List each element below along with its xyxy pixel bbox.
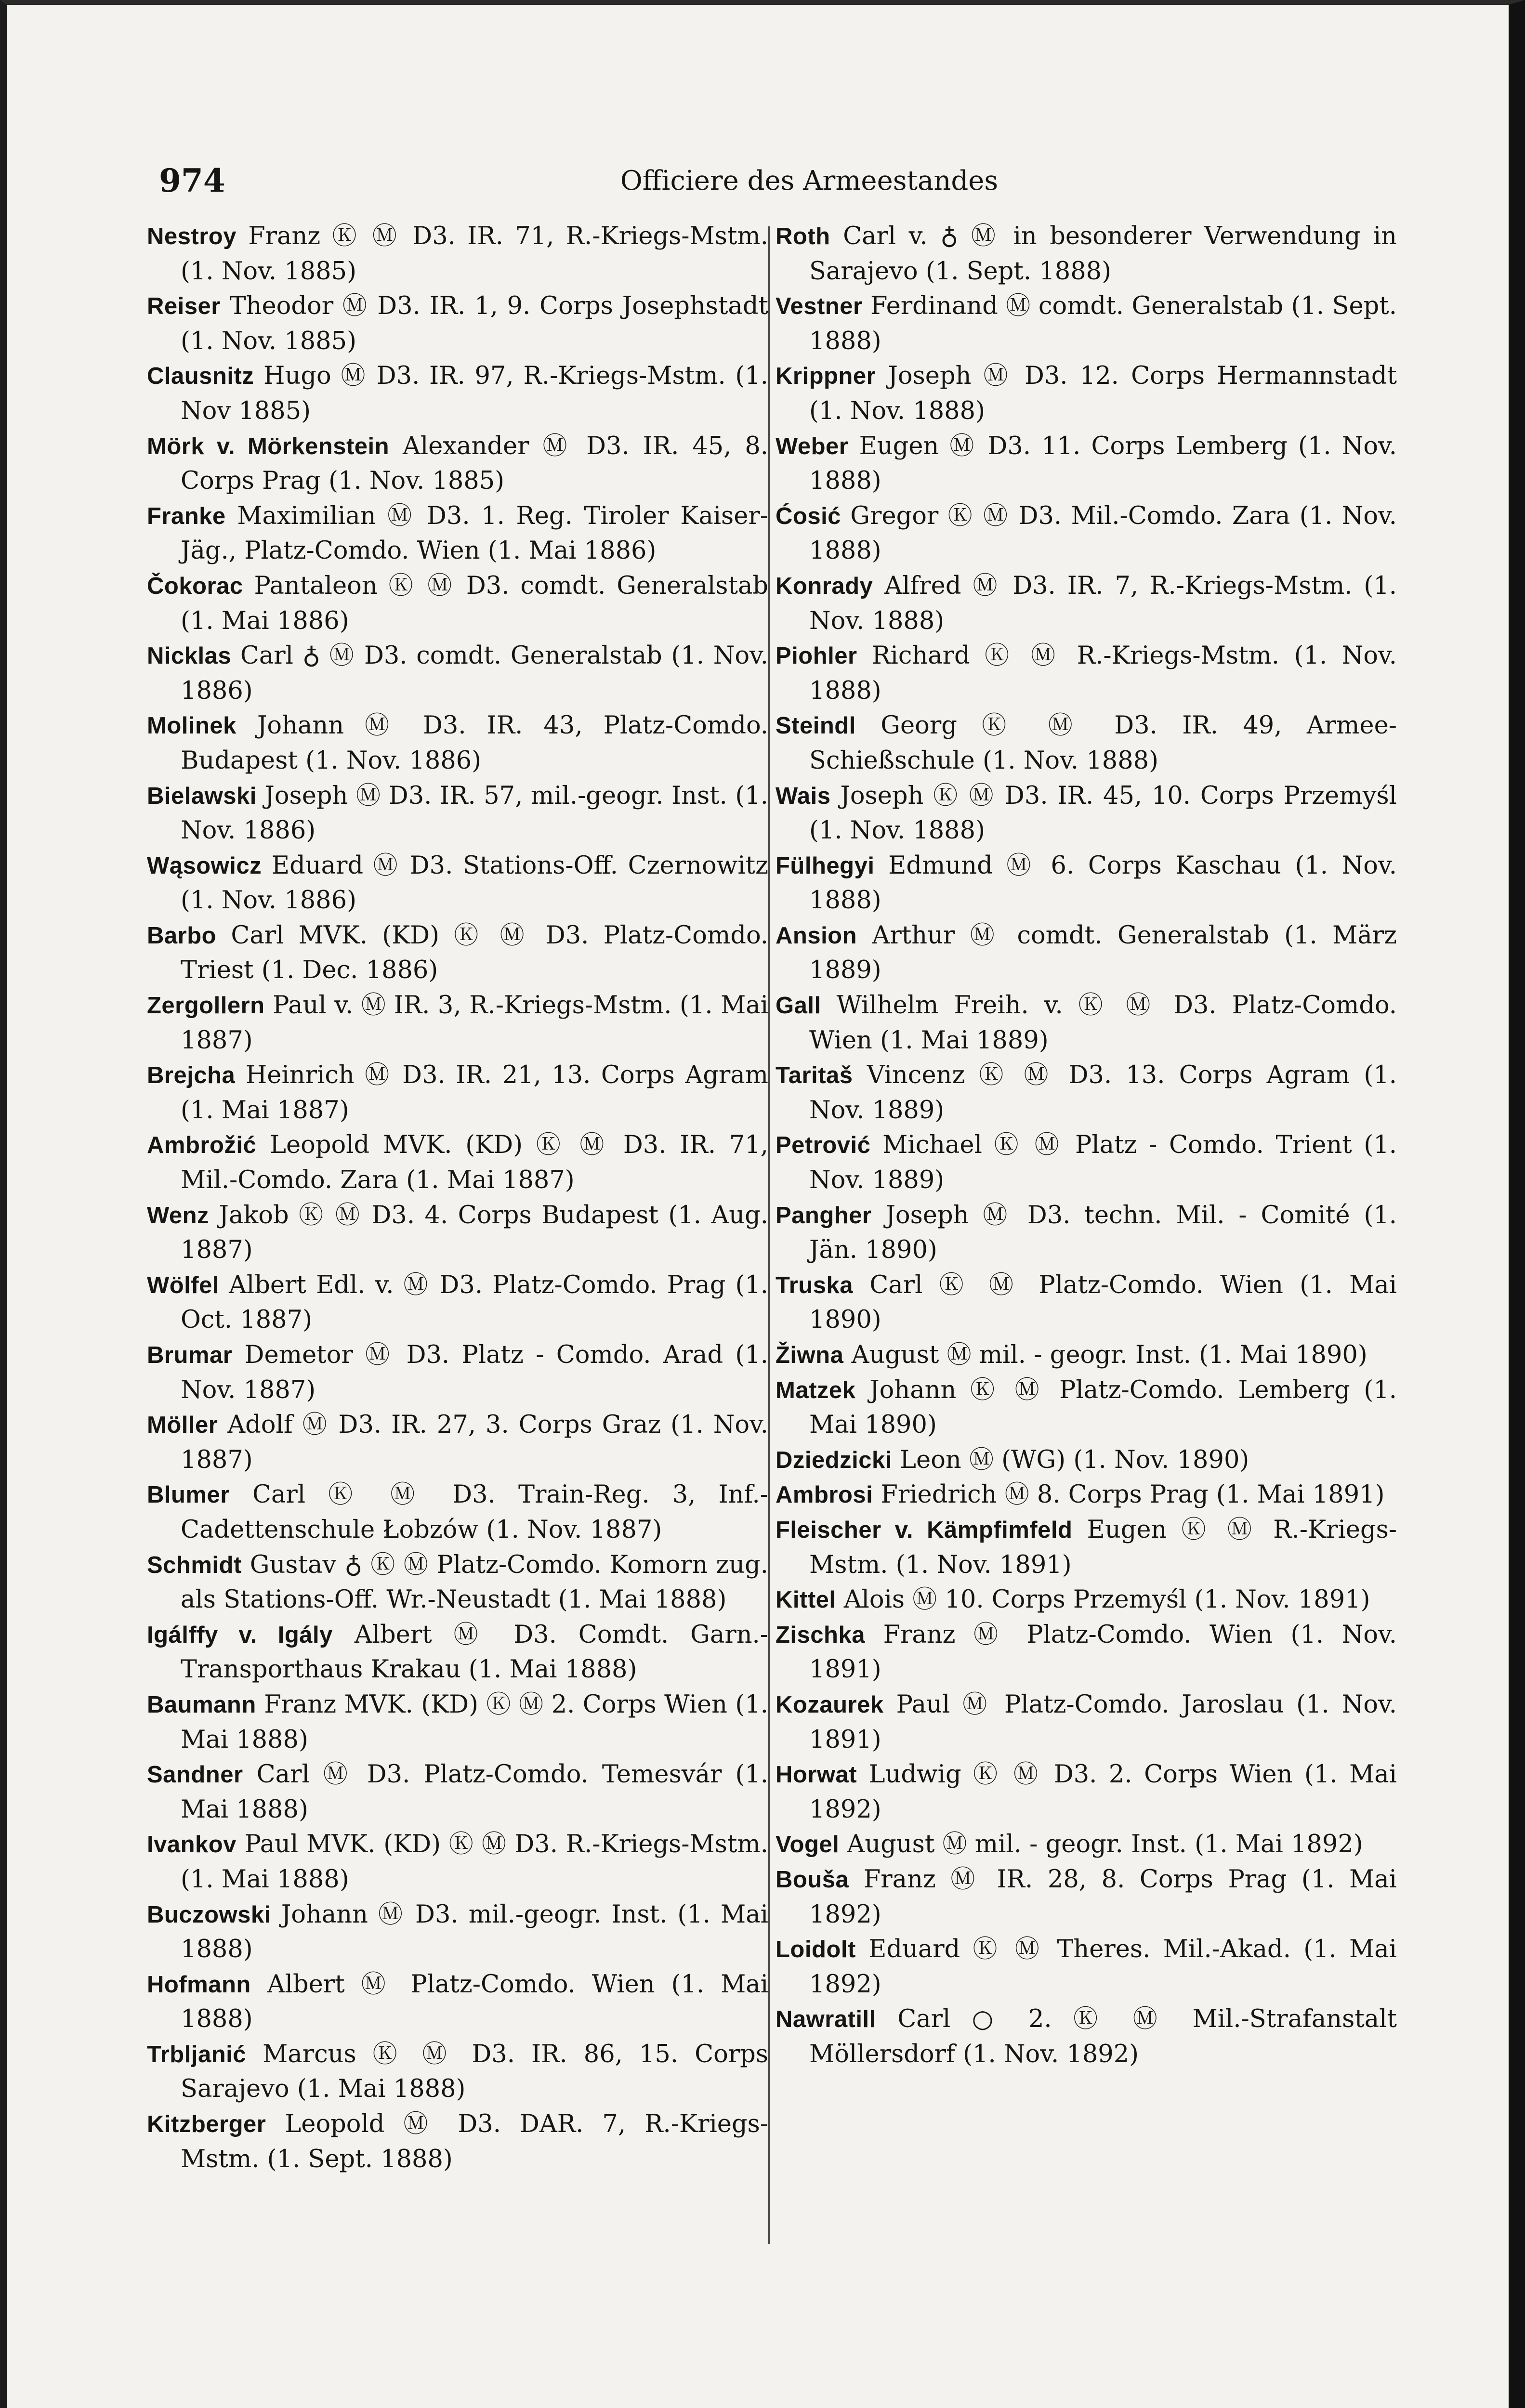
entry-details: Albert Ⓜ Platz-Comdo. Wien (1. Mai 1888) (181, 1970, 769, 2034)
register-entry (776, 1862, 1397, 1932)
register-entry (776, 499, 1397, 569)
entry-details: Arthur Ⓜ comdt. Generalstab (1. März 1889) (809, 921, 1397, 985)
entry-details: Joseph Ⓚ Ⓜ D3. IR. 45, 10. Corps Przemyśl (1. Nov. 1888) (809, 781, 1397, 845)
page-number: 974 (159, 162, 225, 199)
register-entry (147, 359, 768, 429)
entry-surname: Loidolt (776, 1937, 856, 1963)
entry-surname: Möller (147, 1412, 218, 1439)
entry-details: August Ⓜ mil. - geogr. Inst. (1. Mai 1890) (851, 1341, 1367, 1369)
register-entry (147, 918, 768, 988)
entry-details: Pantaleon Ⓚ Ⓜ D3. comdt. Generalstab (1. Mai 1886) (181, 571, 768, 635)
entry-surname: Čokorac (147, 573, 243, 599)
entry-details: Friedrich Ⓜ 8. Corps Prag (1. Mai 1891) (881, 1480, 1385, 1509)
entry-details: Carl v. ♁ Ⓜ in besonderer Verwendung in Sarajevo (1. Sept. 1888) (809, 222, 1397, 286)
register-entry (147, 1618, 768, 1688)
entry-details: Johann Ⓜ D3. mil.-geogr. Inst. (1. Mai 1888) (181, 1900, 768, 1964)
entry-surname: Hofmann (147, 1971, 251, 1998)
left-column (147, 219, 768, 2177)
register-entry (147, 1478, 768, 1547)
register-entry (147, 1338, 768, 1408)
register-entry (776, 1478, 1397, 1513)
entry-details: Joseph Ⓜ D3. 12. Corps Hermannstadt (1. Nov. 1888) (809, 362, 1397, 425)
register-entry (147, 1967, 768, 2037)
register-entry (147, 1268, 768, 1338)
entry-surname: Roth (776, 223, 830, 249)
entry-surname: Gall (776, 993, 821, 1019)
register-entry (776, 1268, 1397, 1338)
register-entry (147, 1058, 768, 1128)
register-entry (147, 1827, 768, 1897)
entry-details: Paul v. Ⓜ IR. 3, R.-Kriegs-Mstm. (1. Mai 1887) (181, 991, 768, 1055)
register-entry (776, 1688, 1397, 1757)
entry-details: Adolf Ⓜ D3. IR. 27, 3. Corps Graz (1. Nov. 1887) (181, 1411, 768, 1474)
entry-details: Franz MVK. (KD) Ⓚ Ⓜ 2. Corps Wien (1. Mai 1888) (181, 1690, 768, 1754)
entry-surname: Bouša (776, 1866, 849, 1893)
register-entry (147, 289, 768, 359)
register-entry (776, 1443, 1397, 1478)
entry-details: Eduard Ⓚ Ⓜ Theres. Mil.-Akad. (1. Mai 1892) (809, 1935, 1397, 1999)
entry-surname: Kittel (776, 1587, 836, 1613)
entry-surname: Sandner (147, 1762, 243, 1788)
entry-surname: Kozaurek (776, 1691, 884, 1718)
right-column (776, 219, 1397, 2072)
entry-surname: Fülhegyi (776, 852, 875, 879)
register-entry (147, 708, 768, 778)
entry-surname: Igálffy v. Igály (147, 1622, 333, 1648)
entry-details: Carl Ⓚ Ⓜ D3. Train-Reg. 3, Inf.-Cadettenschule Łobzów (1. Nov. 1887) (181, 1480, 768, 1544)
register-entry (776, 1618, 1397, 1688)
register-entry (147, 988, 768, 1058)
entry-surname: Vogel (776, 1832, 840, 1858)
entry-details: Albert Ⓜ D3. Comdt. Garn.-Transporthaus Krakau (1. Mai 1888) (181, 1620, 769, 1684)
entry-details: Franz Ⓚ Ⓜ D3. IR. 71, R.-Kriegs-Mstm. (1. Nov. 1885) (181, 222, 768, 286)
entry-surname: Vestner (776, 293, 863, 320)
entry-surname: Wais (776, 783, 831, 809)
entry-surname: Truska (776, 1272, 853, 1298)
entry-surname: Brumar (147, 1342, 233, 1368)
entry-details: Wilhelm Freih. v. Ⓚ Ⓜ D3. Platz-Comdo. Wien (1. Mai 1889) (809, 991, 1397, 1055)
entry-surname: Clausnitz (147, 363, 254, 390)
register-entry (776, 1513, 1397, 1583)
entry-surname: Nawratill (776, 2006, 876, 2033)
entry-details: Leopold Ⓜ D3. DAR. 7, R.-Kriegs-Mstm. (1. Sept. 1888) (181, 2110, 768, 2173)
entry-surname: Nicklas (147, 643, 232, 669)
entry-details: Jakob Ⓚ Ⓜ D3. 4. Corps Budapest (1. Aug. 1887) (181, 1201, 768, 1265)
entry-surname: Zergollern (147, 993, 265, 1019)
register-entry (776, 1128, 1397, 1198)
entry-surname: Buczowski (147, 1901, 271, 1928)
register-entry (147, 1198, 768, 1268)
register-entry (776, 429, 1397, 499)
entry-details: Carl ♁ Ⓜ D3. comdt. Generalstab (1. Nov. 1886) (181, 641, 769, 705)
entry-surname: Barbo (147, 922, 217, 949)
register-entry (147, 1408, 768, 1478)
register-entry (776, 1583, 1397, 1618)
entry-details: Ferdinand Ⓜ comdt. Generalstab (1. Sept. 1888) (809, 292, 1397, 355)
register-entry (776, 1932, 1397, 2002)
entry-surname: Ambrosi (776, 1482, 873, 1508)
entry-details: Carl MVK. (KD) Ⓚ Ⓜ D3. Platz-Comdo. Triest (1. Dec. 1886) (181, 921, 769, 985)
entry-details: Heinrich Ⓜ D3. IR. 21, 13. Corps Agram (1. Mai 1887) (181, 1061, 768, 1125)
entry-surname: Ansion (776, 922, 857, 949)
register-entry (776, 569, 1397, 639)
entry-details: Franz Ⓜ Platz-Comdo. Wien (1. Nov. 1891) (809, 1620, 1397, 1684)
entry-surname: Wąsowicz (147, 852, 262, 879)
entry-details: Albert Edl. v. Ⓜ D3. Platz-Comdo. Prag (1. Oct. 1887) (181, 1270, 768, 1335)
entry-surname: Wölfel (147, 1272, 219, 1298)
register-entry (147, 639, 768, 708)
entry-surname: Petrović (776, 1132, 871, 1159)
entry-surname: Zischka (776, 1622, 865, 1648)
register-entry (776, 1827, 1397, 1862)
entry-surname: Weber (776, 433, 849, 459)
entry-details: Maximilian Ⓜ D3. 1. Reg. Tiroler Kaiser-Jäg., Platz-Comdo. Wien (1. Mai 1886) (181, 501, 768, 565)
register-entry (147, 219, 768, 289)
register-entry (776, 1198, 1397, 1268)
register-entry (147, 1688, 768, 1757)
column-divider (768, 226, 770, 2244)
entry-surname: Kitzberger (147, 2111, 266, 2138)
entry-details: Eduard Ⓜ D3. Stations-Off. Czernowitz (1. Nov. 1886) (181, 851, 769, 915)
entry-surname: Matzek (776, 1377, 856, 1403)
entry-surname: Horwat (776, 1762, 857, 1788)
entry-details: August Ⓜ mil. - geogr. Inst. (1. Mai 1892) (847, 1830, 1363, 1859)
entry-surname: Ambrožić (147, 1132, 257, 1159)
register-entry (776, 988, 1397, 1058)
entry-details: Edmund Ⓜ 6. Corps Kaschau (1. Nov. 1888) (809, 851, 1397, 915)
entry-surname: Brejcha (147, 1062, 236, 1089)
entry-surname: Pangher (776, 1202, 872, 1229)
entry-details: Demetor Ⓜ D3. Platz - Comdo. Arad (1. Nov. 1887) (181, 1341, 768, 1404)
entry-surname: Konrady (776, 573, 873, 599)
entry-details: Leopold MVK. (KD) Ⓚ Ⓜ D3. IR. 71, Mil.-Comdo. Zara (1. Mai 1887) (181, 1131, 768, 1195)
register-entry (147, 499, 768, 569)
page-header (154, 159, 1416, 212)
entry-surname: Ćosić (776, 503, 841, 529)
entry-surname: Krippner (776, 363, 876, 390)
entry-details: Johann Ⓚ Ⓜ Platz-Comdo. Lemberg (1. Mai 1890) (809, 1375, 1397, 1440)
register-entry (776, 708, 1397, 778)
register-entry (776, 219, 1397, 289)
entry-surname: Ivankov (147, 1832, 237, 1858)
entry-details: Carl ○ 2. Ⓚ Ⓜ Mil.-Strafanstalt Möllersdorf (1. Nov. 1892) (809, 2005, 1397, 2068)
register-entry (147, 2107, 768, 2177)
register-entry (776, 289, 1397, 359)
register-entry (776, 1373, 1397, 1443)
entry-surname: Nestroy (147, 223, 237, 249)
register-entry (147, 2037, 768, 2107)
entry-details: Alexander Ⓜ D3. IR. 45, 8. Corps Prag (1. Nov. 1885) (181, 432, 768, 496)
entry-details: Joseph Ⓜ D3. IR. 57, mil.-geogr. Inst. (1. Nov. 1886) (181, 781, 768, 845)
entry-details: Franz Ⓜ IR. 28, 8. Corps Prag (1. Mai 1892) (809, 1865, 1397, 1929)
entry-details: Eugen Ⓜ D3. 11. Corps Lemberg (1. Nov. 1888) (809, 432, 1397, 496)
register-entry (147, 1128, 768, 1198)
entry-surname: Reiser (147, 293, 221, 320)
register-entry (147, 1757, 768, 1827)
entry-surname: Wenz (147, 1202, 210, 1229)
register-entry (147, 1548, 768, 1618)
entry-details: Richard Ⓚ Ⓜ R.-Kriegs-Mstm. (1. Nov. 1888) (809, 641, 1397, 705)
entry-details: Hugo Ⓜ D3. IR. 97, R.-Kriegs-Mstm. (1. Nov 1885) (181, 362, 768, 425)
entry-details: Eugen Ⓚ Ⓜ R.-Kriegs-Mstm. (1. Nov. 1891) (809, 1515, 1397, 1579)
entry-surname: Dziedzicki (776, 1447, 892, 1473)
register-entry (147, 429, 768, 499)
register-entry (776, 1757, 1397, 1827)
register-entry (147, 1898, 768, 1967)
entry-details: Paul MVK. (KD) Ⓚ Ⓜ D3. R.-Kriegs-Mstm. (1. Mai 1888) (181, 1830, 768, 1894)
entry-details: Carl Ⓚ Ⓜ Platz-Comdo. Wien (1. Mai 1890) (809, 1270, 1397, 1335)
entry-details: Gustav ♁ Ⓚ Ⓜ Platz-Comdo. Komorn zug. als Stations-Off. Wr.-Neustadt (1. Mai 1888) (181, 1550, 769, 1614)
entry-details: Ludwig Ⓚ Ⓜ D3. 2. Corps Wien (1. Mai 1892) (809, 1760, 1397, 1824)
register-entry (776, 1338, 1397, 1373)
entry-surname: Molinek (147, 713, 237, 739)
register-entry (776, 1058, 1397, 1128)
register-entry (147, 849, 768, 918)
entry-details: Vincenz Ⓚ Ⓜ D3. 13. Corps Agram (1. Nov. 1889) (809, 1061, 1397, 1125)
page-title: Officiere des Armeestandes (620, 165, 999, 196)
entry-details: Michael Ⓚ Ⓜ Platz - Comdo. Trient (1. Nov. 1889) (809, 1131, 1397, 1195)
entry-surname: Trbljanić (147, 2041, 247, 2068)
entry-surname: Taritaš (776, 1062, 853, 1089)
entry-surname: Blumer (147, 1482, 230, 1508)
entry-details: Gregor Ⓚ Ⓜ D3. Mil.-Comdo. Zara (1. Nov. 1888) (809, 501, 1397, 565)
register-entry (147, 569, 768, 639)
entry-details: Alois Ⓜ 10. Corps Przemyśl (1. Nov. 1891) (843, 1585, 1370, 1614)
entry-details: Georg Ⓚ Ⓜ D3. IR. 49, Armee-Schießschule (1. Nov. 1888) (809, 711, 1397, 775)
register-entry (776, 639, 1397, 708)
entry-surname: Fleischer v. Kämpfimfeld (776, 1517, 1073, 1543)
entry-surname: Piohler (776, 643, 857, 669)
register-entry (147, 779, 768, 849)
entry-details: Theodor Ⓜ D3. IR. 1, 9. Corps Josephstadt (1. Nov. 1885) (181, 292, 768, 355)
entry-details: Carl Ⓜ D3. Platz-Comdo. Temesvár (1. Mai 1888) (181, 1760, 768, 1824)
entry-surname: Schmidt (147, 1552, 242, 1578)
entry-surname: Steindl (776, 713, 856, 739)
entry-surname: Žiwna (776, 1342, 844, 1368)
register-entry (776, 2002, 1397, 2072)
entry-details: Johann Ⓜ D3. IR. 43, Platz-Comdo. Budapest (1. Nov. 1886) (181, 711, 768, 775)
entry-surname: Bielawski (147, 783, 257, 809)
entry-details: Marcus Ⓚ Ⓜ D3. IR. 86, 15. Corps Sarajevo (1. Mai 1888) (181, 2040, 768, 2104)
entry-details: Leon Ⓜ (WG) (1. Nov. 1890) (900, 1445, 1249, 1474)
entry-surname: Mörk v. Mörkenstein (147, 433, 390, 459)
entry-surname: Franke (147, 503, 226, 529)
register-entry (776, 359, 1397, 429)
register-entry (776, 779, 1397, 849)
entry-surname: Baumann (147, 1691, 256, 1718)
entry-details: Alfred Ⓜ D3. IR. 7, R.-Kriegs-Mstm. (1. Nov. 1888) (809, 571, 1397, 635)
register-entry (776, 849, 1397, 918)
entry-details: Joseph Ⓜ D3. techn. Mil. - Comité (1. Jän. 1890) (809, 1201, 1397, 1265)
entry-details: Paul Ⓜ Platz-Comdo. Jaroslau (1. Nov. 1891) (809, 1690, 1397, 1754)
register-entry (776, 918, 1397, 988)
